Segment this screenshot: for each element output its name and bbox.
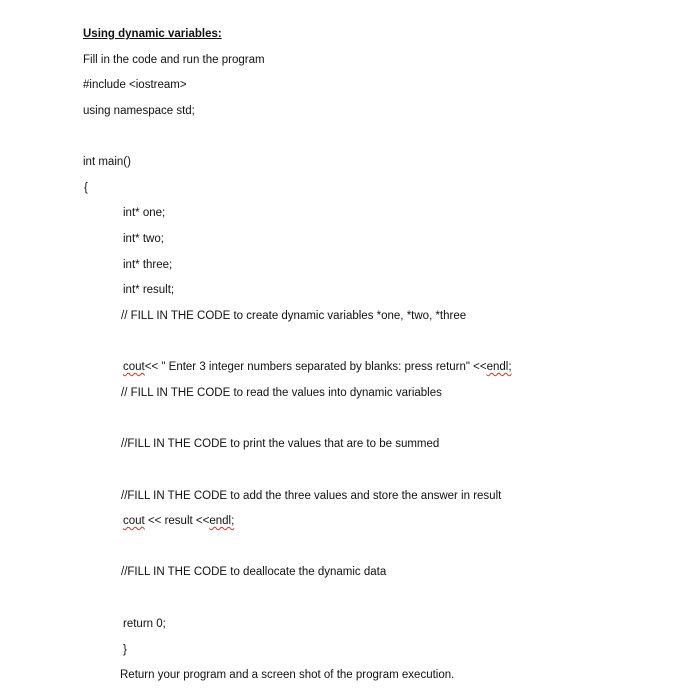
- return-statement: return 0;: [123, 618, 166, 630]
- prompt-output-text: << " Enter 3 integer numbers separated by blanks: press return" <<: [144, 361, 487, 373]
- declaration-three: int* three;: [123, 259, 173, 271]
- close-brace: }: [123, 644, 127, 656]
- main-signature: int main(): [83, 156, 131, 168]
- open-brace: {: [84, 182, 88, 194]
- declaration-result: int* result;: [123, 284, 175, 296]
- endl-keyword: endl;: [486, 361, 512, 373]
- comment-print-values: //FILL IN THE CODE to print the values that are to be summed: [121, 438, 440, 450]
- endl-keyword: endl;: [209, 515, 235, 527]
- cout-keyword: cout: [123, 515, 145, 527]
- prompt-output-line: [123, 360, 512, 374]
- cout-keyword: cout: [123, 361, 145, 373]
- comment-deallocate: //FILL IN THE CODE to deallocate the dynamic data: [121, 566, 387, 578]
- footer-note: Return your program and a screen shot of the program execution.: [120, 669, 455, 681]
- document-heading: Using dynamic variables:: [83, 28, 222, 40]
- comment-create-variables: // FILL IN THE CODE to create dynamic variables *one, *two, *three: [121, 310, 467, 322]
- namespace-line: using namespace std;: [83, 105, 195, 117]
- declaration-two: int* two;: [123, 233, 164, 245]
- comment-add-values: //FILL IN THE CODE to add the three values and store the answer in result: [121, 490, 502, 502]
- instruction-text: Fill in the code and run the program: [83, 54, 265, 66]
- result-output-line: [123, 514, 234, 528]
- comment-read-values: // FILL IN THE CODE to read the values into dynamic variables: [121, 387, 442, 399]
- declaration-one: int* one;: [123, 207, 166, 219]
- result-output-text: << result <<: [144, 515, 210, 527]
- include-line: #include <iostream>: [83, 79, 187, 91]
